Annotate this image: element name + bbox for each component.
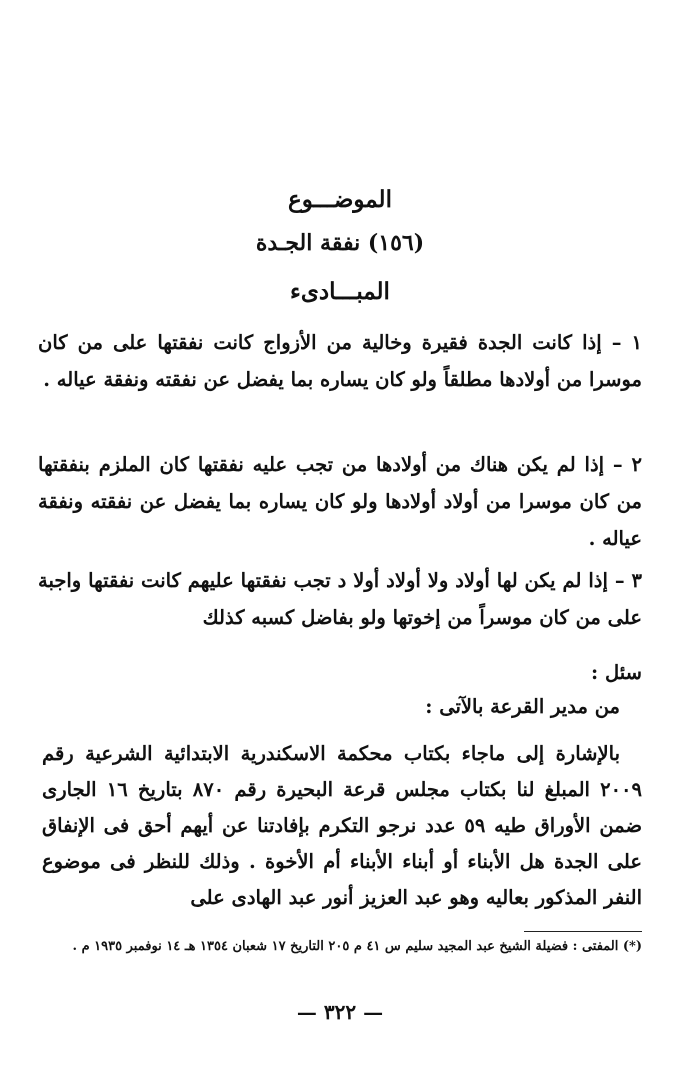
fatwa-title: (١٥٦) نفقة الجـدة <box>255 230 425 256</box>
footnote-divider <box>524 931 642 932</box>
principle-2: ٢ – إذا لم يكن هناك من أولادها من تجب عليه نفقتها كان الملزم بنفقتها من كان موسرا من أولاد أولادها ولو كان يساره بما يفضل عن نفقته ونفقة عياله . <box>38 453 642 550</box>
question-label: سئل : <box>591 661 642 684</box>
topic-heading: الموضـــوع <box>288 186 392 213</box>
page-number: — ٣٢٢ — <box>296 1000 384 1024</box>
question-from: من مدير القرعة بالآتى : <box>425 695 620 718</box>
principle-1: ١ – إذا كانت الجدة فقيرة وخالية من الأزواج كانت نفقتها على من كان موسرا من أولادها مطلقاً ولو كان يساره بما يفضل عن نفقته ونفقة عياله . <box>38 331 642 391</box>
principles-heading: المبـــادىء <box>290 278 390 305</box>
footnote: (*) المفتى : فضيلة الشيخ عبد المجيد سليم س ٤١ م ٢٠٥ التاريخ ١٧ شعبان ١٣٥٤ هـ ١٤ نوفمبر ١٩٣٥ م . <box>72 939 642 954</box>
principle-3: ٣ – إذا لم يكن لها أولاد ولا أولاد أولا د تجب نفقتها عليهم كانت نفقتها واجبة على من كان موسراً من إخوتها ولو بفاضل كسبه كذلك <box>38 569 642 629</box>
body-text: بالإشارة إلى ماجاء بكتاب محكمة الاسكندرية الابتدائية الشرعية رقم ٢٠٠٩ المبلغ لنا بكتاب مجلس قرعة البحيرة رقم ٨٧٠ بتاريخ ١٦ الجارى ضمن الأوراق طيه ٥٩ عدد نرجو التكرم بإفادتنا عن أيهم أحق فى الإنفاق على الجدة هل الأبناء أو أبناء الأبناء أم الأخوة . وذلك للنظر فى موضوع النفر المذكور بعاليه وهو عبد العزيز أنور عبد الهادى على <box>42 742 643 909</box>
